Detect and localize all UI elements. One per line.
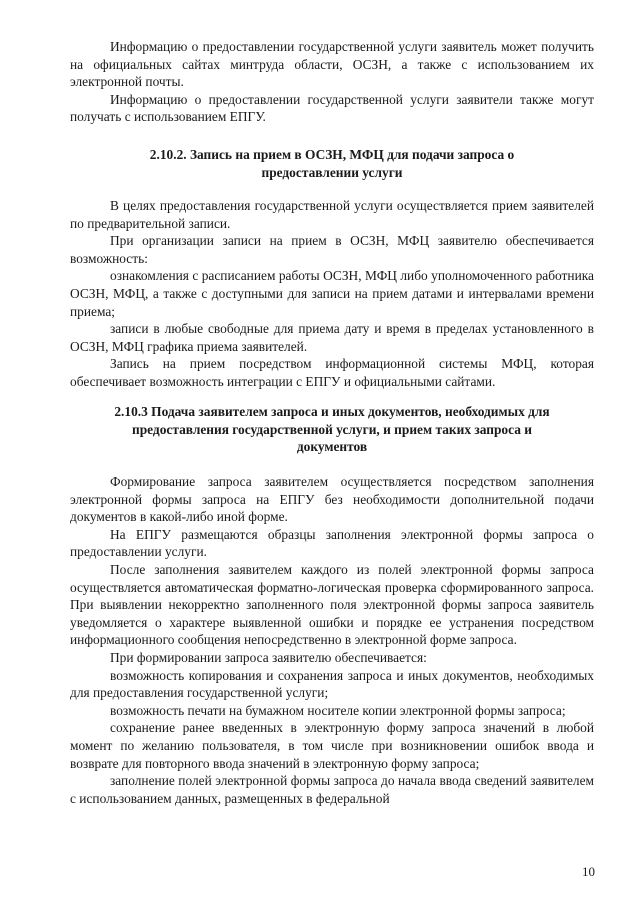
paragraph: сохранение ранее введенных в электронную форму запроса значений в любой момент по желанию пользователя, в том числе при возникновении ошибок ввода и возврате для повторного ввода значений в электронную форму запроса; — [70, 720, 594, 771]
paragraph: Информацию о предоставлении государственной услуги заявитель может получить на официальных сайтах минтруда области, ОСЗН, а также с использованием их электронной почты. — [70, 39, 594, 90]
paragraph: ознакомления с расписанием работы ОСЗН, МФЦ либо уполномоченного работника ОСЗН, МФЦ, а также с доступными для записи на прием датами и интервалами времени приема; — [70, 268, 594, 319]
heading-line: предоставлении услуги — [261, 164, 403, 180]
paragraph: записи в любые свободные для приема дату и время в пределах установленного в ОСЗН, МФЦ графика приема заявителей. — [70, 321, 594, 354]
paragraph: Запись на прием посредством информационной системы МФЦ, которая обеспечивает возможность интеграции с ЕПГУ и официальными сайтами. — [70, 356, 594, 389]
section-2-10-3-body — [70, 473, 594, 807]
paragraph: возможность копирования и сохранения запроса и иных документов, необходимых для предоставления государственной услуги; — [70, 667, 594, 701]
paragraph: В целях предоставления государственной услуги осуществляется прием заявителей по предварительной записи. — [70, 198, 594, 231]
page-number: 10 — [582, 864, 595, 879]
intro-block — [70, 38, 594, 126]
paragraph: заполнение полей электронной формы запроса до начала ввода сведений заявителем с использованием данных, размещенных в федеральной — [70, 773, 594, 806]
paragraph: При организации записи на прием в ОСЗН, МФЦ заявителю обеспечивается возможность: — [70, 233, 594, 266]
heading-line: 2.10.2. Запись на прием в ОСЗН, МФЦ для подачи запроса о — [149, 147, 515, 162]
paragraph: На ЕПГУ размещаются образцы заполнения электронной формы запроса о предоставлении услуги. — [70, 526, 594, 560]
paragraph: При формировании запроса заявителю обеспечивается: — [110, 649, 427, 665]
heading-line: 2.10.3 Подача заявителем запроса и иных документов, необходимых для — [114, 404, 550, 419]
heading-line: документов — [296, 439, 368, 455]
heading-line: предоставления государственной услуги, и прием таких запроса и — [132, 421, 532, 437]
section-heading-2-10-2 — [70, 146, 594, 181]
section-2-10-2-body — [70, 197, 594, 391]
paragraph: После заполнения заявителем каждого из полей электронной формы запроса осуществляется автоматическая форматно-логическая проверка сформированного запроса. При выявлении некорректно заполненного поля электронной формы запроса заявитель уведомляется о характере выявленной ошибки и порядке ее устранения посредством информационного сообщения непосредственно в электронной форме запроса. — [70, 561, 594, 648]
paragraph: Информацию о предоставлении государственной услуги заявители также могут получать с использованием ЕПГУ. — [70, 91, 594, 125]
section-heading-2-10-3 — [70, 403, 594, 456]
paragraph: Формирование запроса заявителем осуществляется посредством заполнения электронной формы запроса на ЕПГУ без необходимости дополнительной подачи документов в какой-либо иной форме. — [70, 474, 594, 525]
paragraph: возможность печати на бумажном носителе копии электронной формы запроса; — [110, 702, 566, 718]
